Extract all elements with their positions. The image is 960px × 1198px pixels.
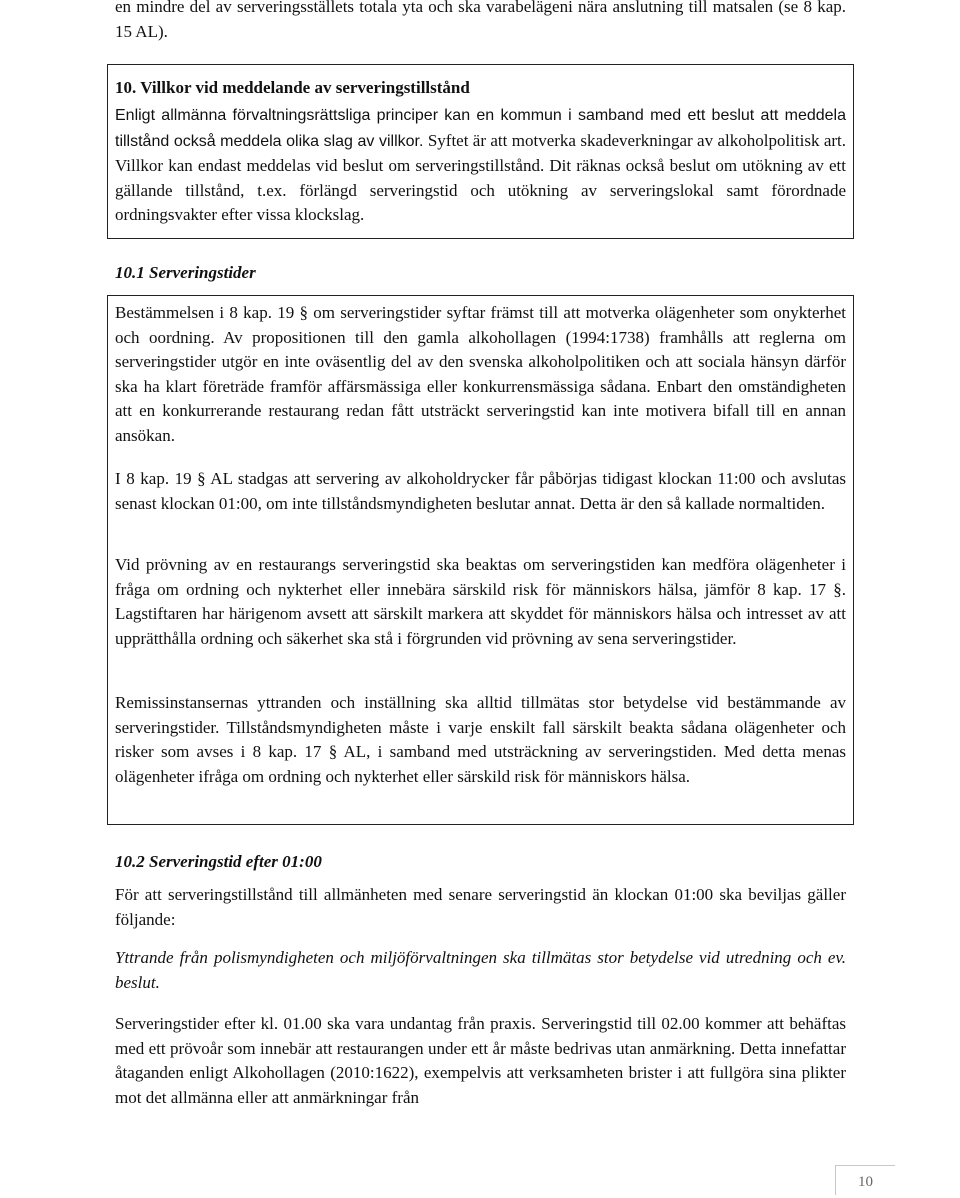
- section-10-1-paragraph-1: Bestämmelsen i 8 kap. 19 § om serveringstider syftar främst till att motverka olägenheter som onykterhet och oordning. Av propositionen till den gamla alkohollagen (1994:1738) framhålls att reglerna om serveringstider utgör en inte oväsentlig del av den svenska alkoholpolitiken och att sociala hänsyn därför ska ha klart företräde framför affärsmässiga eller konkurrensmässiga sådana. Enbart den omständigheten att en konkurrerande restaurang redan fått utsträckt serveringstid kan inte motivera bifall till en annan ansökan.: [115, 303, 846, 445]
- section-10-1-paragraph-2: I 8 kap. 19 § AL stadgas att servering av alkoholdrycker får påbörjas tidigast klockan 11:00 och avslutas senast klockan 01:00, om inte tillståndsmyndigheten beslutar annat. Detta är den så kallade normaltiden.: [115, 469, 846, 513]
- section-10-heading: 10. Villkor vid meddelande av serveringstillstånd: [115, 78, 470, 97]
- section-10-2-paragraph-1: För att serveringstillstånd till allmänheten med senare serveringstid än klockan 01:00 ska beviljas gäller följande:: [115, 885, 846, 929]
- page-number: 10: [835, 1165, 895, 1195]
- section-10-1-heading: 10.1 Serveringstider: [115, 263, 256, 282]
- section-10-2-paragraph-2: Yttrande från polismyndigheten och miljöförvaltningen ska tillmätas stor betydelse vid utredning och ev. beslut.: [115, 948, 846, 992]
- section-10-text-sans: Enligt allmänna förvaltningsrättsliga principer kan en kommun i samband med ett beslut att meddela tillstånd också meddela olika slag av villkor.: [115, 107, 846, 150]
- section-10-text-serif: Syftet är att motverka skadeverkningar av alkoholpolitisk art. Villkor kan endast meddelas vid beslut om serveringstillstånd. Dit räknas också beslut om utökning av ett gällande tillstånd, t.ex. förlängd serveringstid och utökning av serveringslokal samt förordnade ordningsvakter efter vissa klockslag.: [115, 130, 847, 224]
- section-10-box: [107, 64, 854, 239]
- continuation-paragraph: en mindre del av serveringsställets totala yta och ska varabelägeni nära anslutning till matsalen (se 8 kap. 15 AL).: [115, 0, 846, 41]
- section-10-1-paragraph-4: Remissinstansernas yttranden och inställning ska alltid tillmätas stor betydelse vid bestämmande av serveringstider. Tillståndsmyndigheten måste i varje enskilt fall särskilt beakta sådana olägenheter och risker som avses i 8 kap. 17 § AL, i samband med utsträckning av serveringstiden. Med detta menas olägenheter ifråga om ordning och nykterhet eller särskild risk för människors hälsa.: [115, 693, 846, 786]
- section-10-2-heading: 10.2 Serveringstid efter 01:00: [115, 852, 322, 871]
- section-10-2-paragraph-3: Serveringstider efter kl. 01.00 ska vara undantag från praxis. Serveringstid till 02.00 kommer att behäftas med ett prövoår som innebär att restaurangen under ett år måste bedrivas utan anmärkning. Detta innefattar åtaganden enligt Alkohollagen (2010:1622), exempelvis att verksamheten brister i att fullgöra sina plikter mot det allmänna eller att anmärkningar från: [115, 1014, 846, 1107]
- section-10-1-paragraph-3: Vid prövning av en restaurangs serveringstid ska beaktas om serveringstiden kan medföra olägenheter i fråga om ordning och nykterhet eller innebära särskild risk för människors hälsa, jämför 8 kap. 17 §. Lagstiftaren har härigenom avsett att särskilt markera att skyddet för människors hälsa och intresset av att upprätthålla ordning och säkerhet ska stå i förgrunden vid prövning av sena serveringstider.: [115, 555, 846, 648]
- section-10-text: [115, 103, 846, 228]
- section-10-1-box: [107, 295, 854, 825]
